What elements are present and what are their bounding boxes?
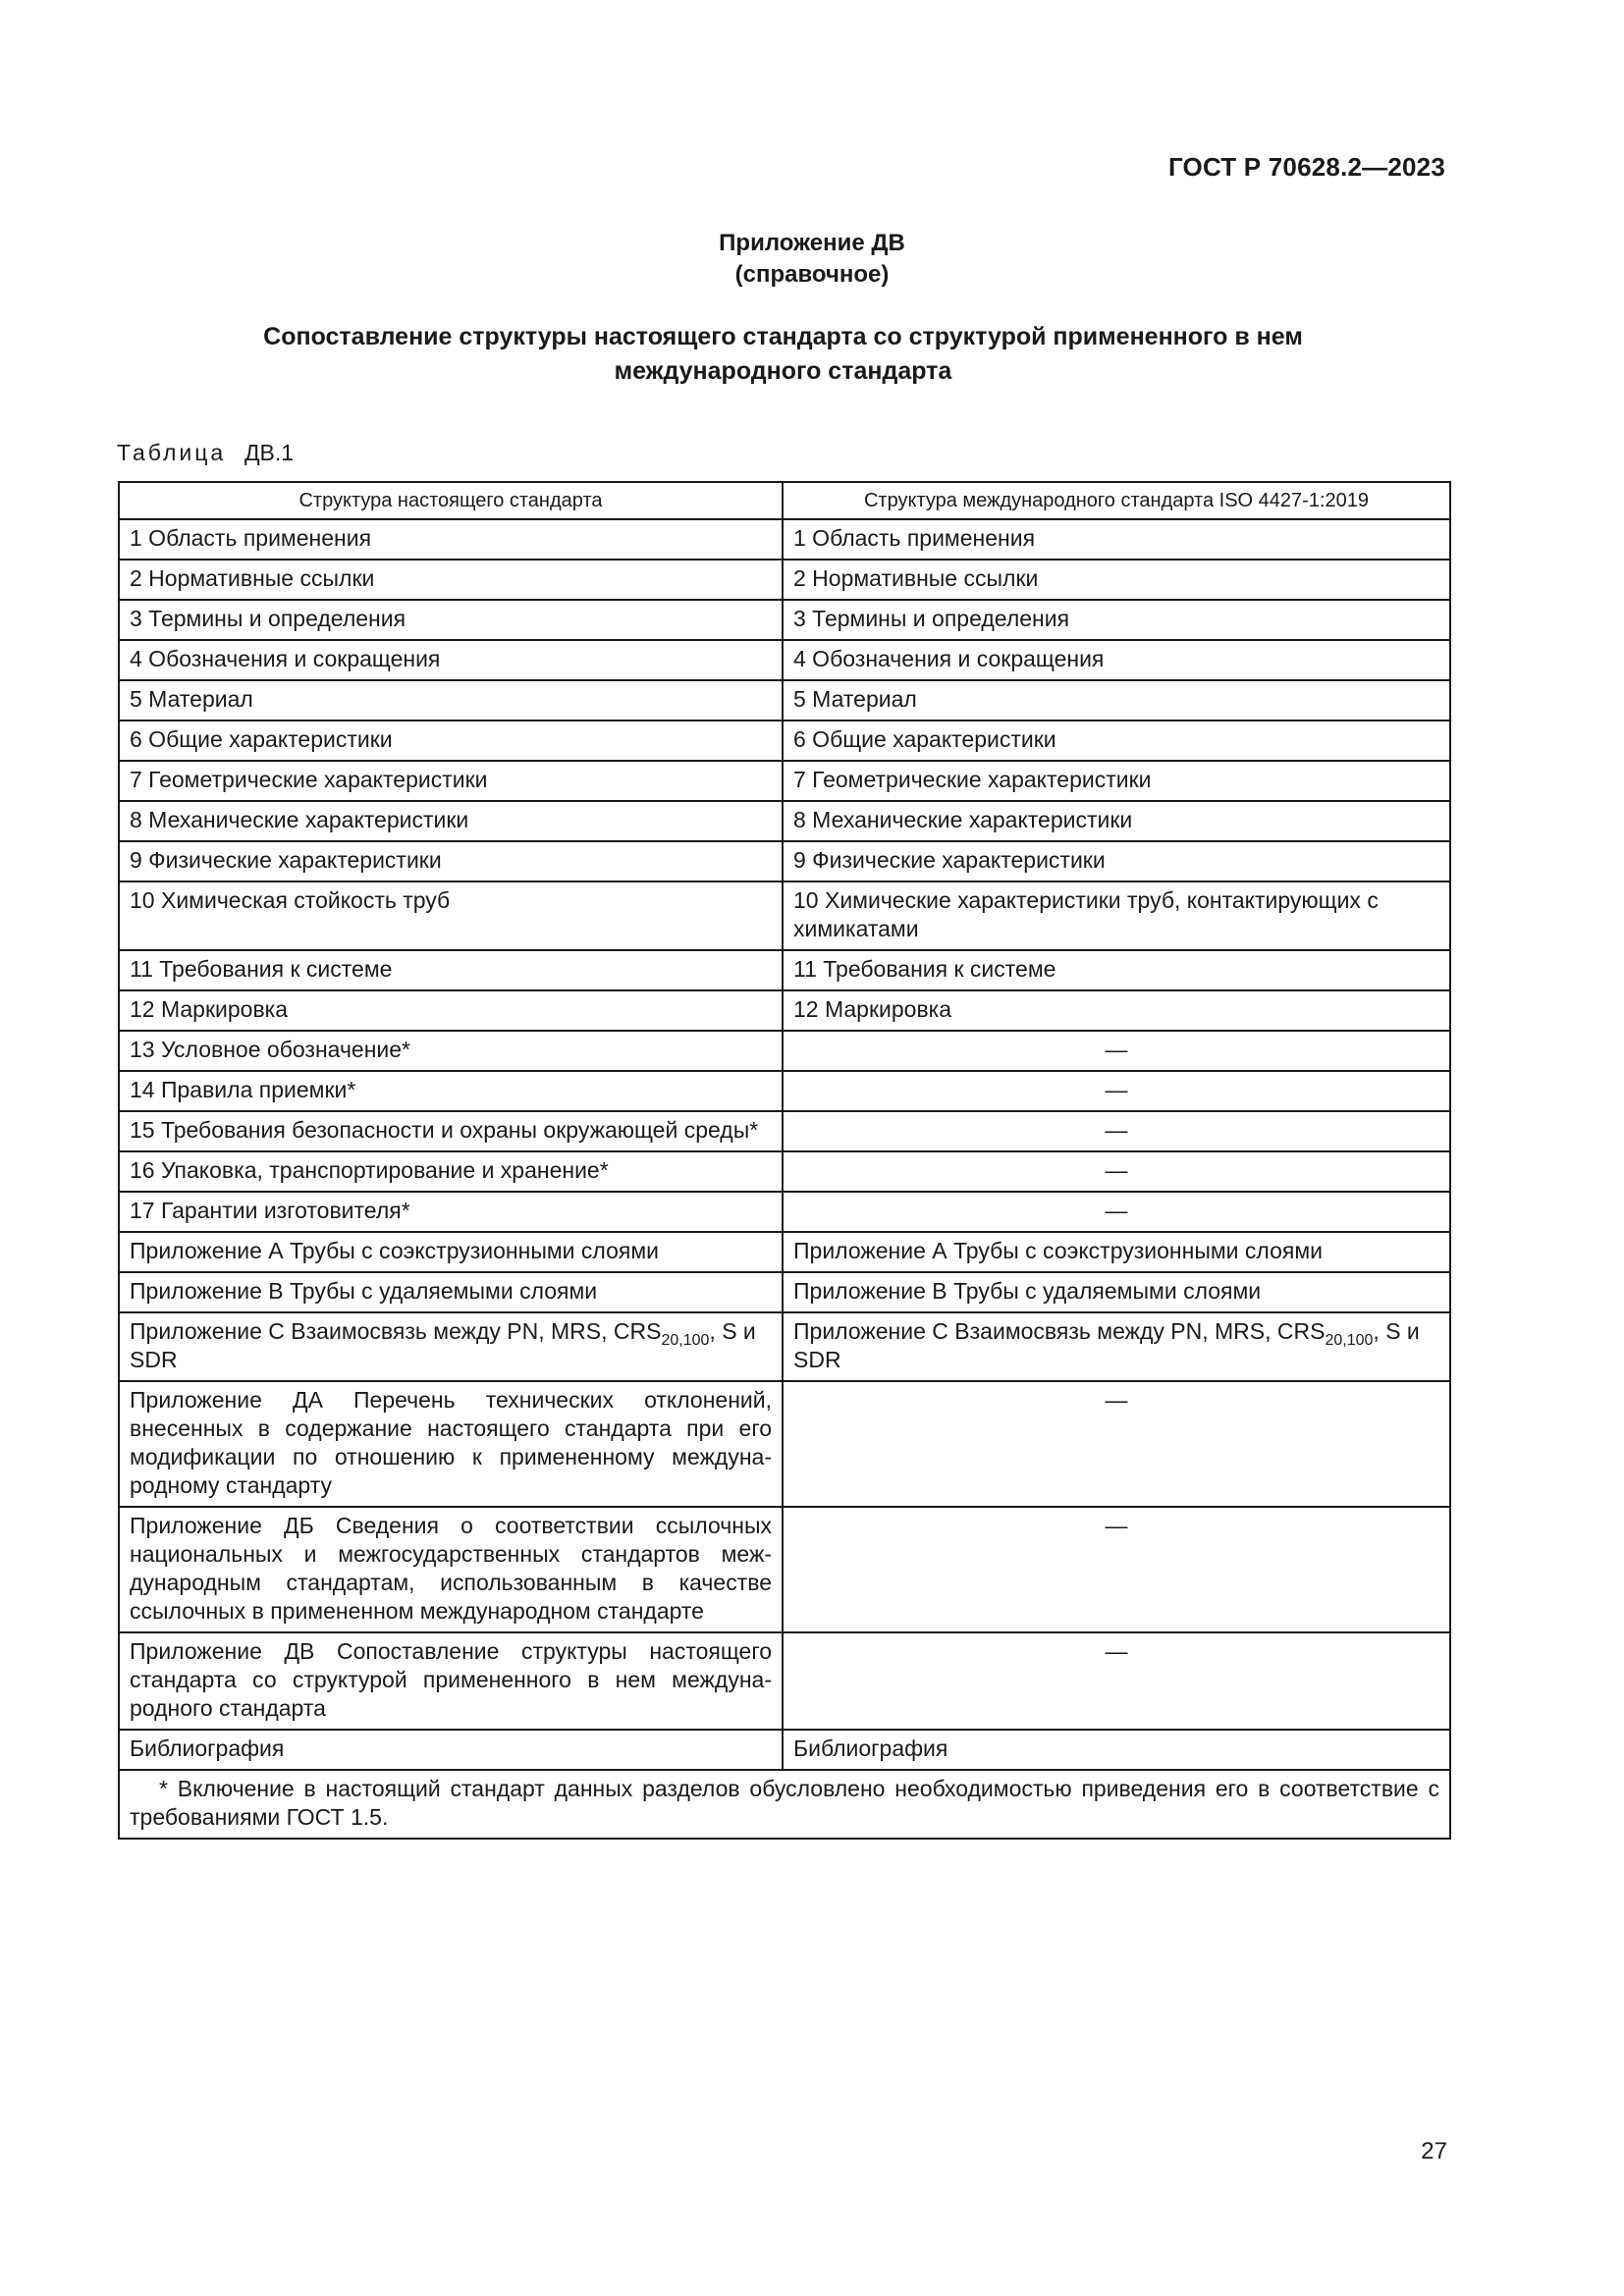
- cell-iso-standard-empty: —: [783, 1031, 1450, 1071]
- cell-this-standard: Приложение ДА Перечень технических отклонений, внесенных в содержание настоящего стандарта при его модификации по отношению к примененному международному стандарту: [119, 1381, 783, 1507]
- cell-this-standard: 6 Общие характеристики: [119, 721, 783, 761]
- table-row: [119, 680, 1450, 721]
- appendix-heading-line-2: международного стандарта: [614, 357, 952, 385]
- cell-text: Приложение С Взаимосвязь между PN, MRS, CRS: [793, 1318, 1326, 1344]
- cell-iso-standard-empty: —: [783, 1111, 1450, 1151]
- appendix-heading: [187, 320, 1380, 389]
- cell-iso-standard: 2 Нормативные ссылки: [783, 560, 1450, 600]
- cell-this-standard: 14 Правила приемки*: [119, 1071, 783, 1111]
- cell-iso-standard-empty: —: [783, 1507, 1450, 1632]
- table-row: [119, 1192, 1450, 1232]
- column-header-iso-standard: Структура международного стандарта ISO 4427-1:2019: [783, 482, 1450, 519]
- cell-iso-standard: 10 Химические характеристики труб, контактирующих с химикатами: [783, 881, 1450, 950]
- cell-this-standard: Приложение ДБ Сведения о соответствии ссылочных национальных и межгосударственных стандартов международным стандартам, использованным в качестве ссылочных в примененном международном стандарте: [119, 1507, 783, 1632]
- table-row: [119, 721, 1450, 761]
- table-row: [119, 640, 1450, 680]
- table-row: [119, 1071, 1450, 1111]
- appendix-heading-line-1: Сопоставление структуры настоящего стандарта со структурой примененного в нем: [263, 323, 1303, 350]
- table-row: [119, 1312, 1450, 1381]
- table-caption-label: Таблица: [117, 440, 227, 465]
- table-row: [119, 560, 1450, 600]
- table-header-row: [119, 482, 1450, 519]
- cell-iso-standard: 4 Обозначения и сокращения: [783, 640, 1450, 680]
- cell-iso-standard-empty: —: [783, 1632, 1450, 1730]
- cell-iso-standard: 9 Физические характеристики: [783, 841, 1450, 881]
- cell-this-standard: 11 Требования к системе: [119, 950, 783, 990]
- cell-this-standard: 3 Термины и определения: [119, 600, 783, 640]
- table-row: [119, 1111, 1450, 1151]
- cell-this-standard: Приложение А Трубы с соэкструзионными слоями: [119, 1232, 783, 1272]
- table-row: [119, 1272, 1450, 1312]
- cell-this-standard: 10 Химическая стойкость труб: [119, 881, 783, 950]
- column-header-this-standard: Структура настоящего стандарта: [119, 482, 783, 519]
- cell-this-standard: [119, 1312, 783, 1381]
- cell-iso-standard: 5 Материал: [783, 680, 1450, 721]
- table-row: [119, 1232, 1450, 1272]
- cell-iso-standard: Приложение А Трубы с соэкструзионными слоями: [783, 1232, 1450, 1272]
- cell-this-standard: 9 Физические характеристики: [119, 841, 783, 881]
- cell-this-standard: 16 Упаковка, транспортирование и хранение*: [119, 1151, 783, 1192]
- cell-this-standard: 15 Требования безопасности и охраны окружающей среды*: [119, 1111, 783, 1151]
- structure-comparison-table: [118, 481, 1451, 1840]
- document-code: ГОСТ Р 70628.2—2023: [1167, 152, 1445, 182]
- cell-iso-standard-empty: —: [783, 1151, 1450, 1192]
- cell-this-standard: Приложение В Трубы с удаляемыми слоями: [119, 1272, 783, 1312]
- cell-this-standard: Приложение ДВ Сопоставление структуры настоящего стандарта со структурой примененного в нем международного стандарта: [119, 1632, 783, 1730]
- table-row: [119, 841, 1450, 881]
- table-row: [119, 1381, 1450, 1507]
- cell-iso-standard: 8 Механические характеристики: [783, 801, 1450, 841]
- cell-iso-standard: 7 Геометрические характеристики: [783, 761, 1450, 801]
- cell-this-standard: 13 Условное обозначение*: [119, 1031, 783, 1071]
- cell-this-standard: 1 Область применения: [119, 519, 783, 560]
- cell-this-standard: 7 Геометрические характеристики: [119, 761, 783, 801]
- table-row: [119, 1730, 1450, 1770]
- appendix-title: Приложение ДВ: [719, 230, 905, 256]
- cell-this-standard: 12 Маркировка: [119, 990, 783, 1031]
- cell-this-standard: 8 Механические характеристики: [119, 801, 783, 841]
- table-footnote-row: [119, 1770, 1450, 1839]
- page-number: 27: [1421, 2138, 1447, 2164]
- cell-iso-standard: 11 Требования к системе: [783, 950, 1450, 990]
- cell-this-standard: 2 Нормативные ссылки: [119, 560, 783, 600]
- cell-iso-standard: 12 Маркировка: [783, 990, 1450, 1031]
- cell-text-tail: , S и SDR: [793, 1318, 1420, 1372]
- table-row: [119, 950, 1450, 990]
- table-row: [119, 801, 1450, 841]
- table-row: [119, 881, 1450, 950]
- cell-iso-standard-empty: —: [783, 1381, 1450, 1507]
- table-row: [119, 761, 1450, 801]
- table-caption: [117, 440, 294, 466]
- table-row: [119, 1507, 1450, 1632]
- table-row: [119, 1151, 1450, 1192]
- cell-this-standard: 5 Материал: [119, 680, 783, 721]
- cell-subscript: 20,100: [1325, 1332, 1374, 1349]
- cell-this-standard: 17 Гарантии изготовителя*: [119, 1192, 783, 1232]
- cell-text: Приложение С Взаимосвязь между PN, MRS, CRS: [130, 1318, 662, 1344]
- cell-this-standard: Библиография: [119, 1730, 783, 1770]
- cell-iso-standard-empty: —: [783, 1071, 1450, 1111]
- table-row: [119, 1632, 1450, 1730]
- cell-iso-standard: 3 Термины и определения: [783, 600, 1450, 640]
- cell-iso-standard-empty: —: [783, 1192, 1450, 1232]
- cell-subscript: 20,100: [661, 1332, 710, 1349]
- cell-iso-standard: [783, 1312, 1450, 1381]
- cell-iso-standard: Библиография: [783, 1730, 1450, 1770]
- cell-this-standard: 4 Обозначения и сокращения: [119, 640, 783, 680]
- table-row: [119, 519, 1450, 560]
- table-row: [119, 600, 1450, 640]
- cell-iso-standard: 6 Общие характеристики: [783, 721, 1450, 761]
- table-row: [119, 990, 1450, 1031]
- appendix-type: (справочное): [734, 261, 890, 288]
- cell-iso-standard: Приложение В Трубы с удаляемыми слоями: [783, 1272, 1450, 1312]
- table-row: [119, 1031, 1450, 1071]
- cell-iso-standard: 1 Область применения: [783, 519, 1450, 560]
- table-footnote: * Включение в настоящий стандарт данных разделов обусловлено необходимостью приведения его в соответствие с требованиями ГОСТ 1.5.: [119, 1770, 1450, 1839]
- cell-text-tail: , S и SDR: [130, 1318, 756, 1372]
- table-caption-number: ДВ.1: [244, 440, 295, 465]
